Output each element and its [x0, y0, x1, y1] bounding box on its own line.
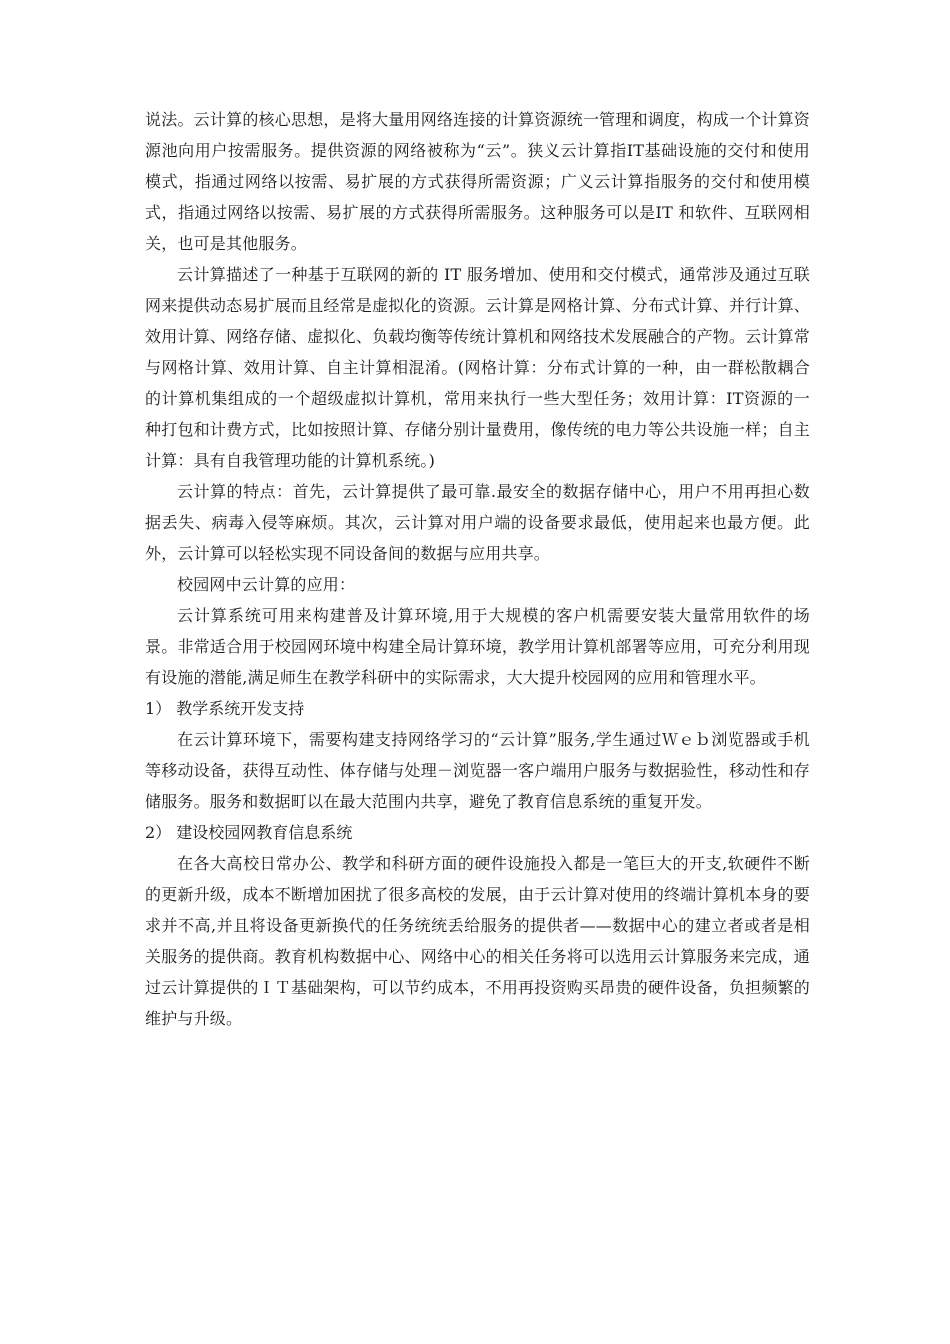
paragraph-campus-info-system: 在各大高校日常办公、教学和科研方面的硬件设施投入都是一笔巨大的开支,软硬件不断的更新升级，成本不断增加困扰了很多高校的发展，由于云计算对使用的终端计算机本身的要求并不高,并且将设备更新换代的任务统统丢给服务的提供者——数据中心的建立者或者是相关服务的提供商。教育机构数据中心、网络中心的相关任务将可以选用云计算服务来完成，通过云计算提供的ＩＴ基础架构，可以节约成本，不用再投资购买昂贵的硬件设备，负担频繁的维护与升级。 — [145, 854, 810, 1028]
paragraph-cloud-service-model: 云计算描述了一种基于互联网的新的 IT 服务增加、使用和交付模式，通常涉及通过互联网来提供动态易扩展而且经常是虚拟化的资源。云计算是网格计算、分布式计算、并行计算、效用计算、网络存储、虚拟化、负载均衡等传统计算机和网络技术发展融合的产物。云计算常与网格计算、效用计算、自主计算相混淆。(网格计算：分布式计算的一种，由一群松散耦合的计算机集组成的一个超级虚拟计算机，常用来执行一些大型任务；效用计算：IT资源的一种打包和计费方式，比如按照计算、存储分别计量费用，像传统的电力等公共设施一样；自主计算：具有自我管理功能的计算机系统。) — [145, 265, 810, 470]
section-heading-campus-info-system: 2） 建设校园网教育信息系统 — [145, 823, 353, 842]
paragraph-cloud-features: 云计算的特点：首先，云计算提供了最可靠.最安全的数据存储中心，用户不用再担心数据丢失、病毒入侵等麻烦。其次，云计算对用户端的设备要求最低，使用起来也最方便。此外，云计算可以轻松实现不同设备间的数据与应用共享。 — [145, 482, 810, 563]
paragraph-campus-computing-env: 云计算系统可用来构建普及计算环境,用于大规模的客户机需要安装大量常用软件的场景。非常适合用于校园网环境中构建全局计算环境，教学用计算机部署等应用，可充分利用现有设施的潜能,满足师生在教学科研中的实际需求，大大提升校园网的应用和管理水平。 — [145, 606, 810, 687]
paragraph-teaching-system: 在云计算环境下，需要构建支持网络学习的“云计算”服务,学生通过Ｗｅｂ浏览器或手机等移动设备，获得互动性、体存储与处理－浏览器一客户端用户服务与数据验性，移动性和存储服务。服务和数据町以在最大范围内共享，避免了教育信息系统的重复开发。 — [145, 730, 810, 811]
section-heading-teaching-system: 1） 教学系统开发支持 — [145, 699, 305, 718]
paragraph-cloud-definition: 说法。云计算的核心思想，是将大量用网络连接的计算资源统一管理和调度，构成一个计算资源池向用户按需服务。提供资源的网络被称为“云”。狭义云计算指IT基础设施的交付和使用模式，指通过网络以按需、易扩展的方式获得所需资源；广义云计算指服务的交付和使用模式，指通过网络以按需、易扩展的方式获得所需服务。这种服务可以是IT 和软件、互联网相关，也可是其他服务。 — [145, 110, 810, 253]
document-body — [145, 104, 810, 1034]
paragraph-campus-application-title: 校园网中云计算的应用： — [177, 575, 356, 594]
